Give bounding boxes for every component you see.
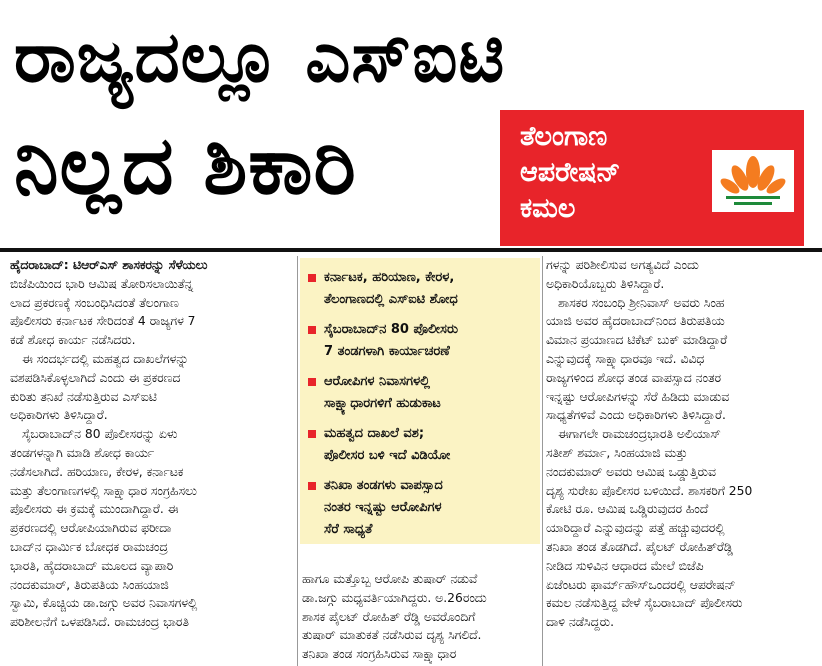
article-line: ಏಜೆಂಟರು ಫಾರ್ಮ್‌ಹೌಸ್‌ಒಂದರಲ್ಲಿ ಆಪರೇಷನ್: [546, 577, 736, 592]
article-line: ವಶಪಡಿಸಿಕೊಳ್ಳಲಾಗಿದೆ ಎಂದು ಈ ಪ್ರಕರಣದ: [10, 370, 181, 385]
article-line: ಈಗಾಗಲೇ ರಾಮಚಂದ್ರಭಾರತಿ ಅಲಿಯಾಸ್: [558, 427, 721, 442]
tag-line-3: ಕಮಲ: [520, 193, 576, 224]
article-column-2-continued: [302, 570, 538, 664]
article-line: ಅಧಿಕಾರಿಗಳು ತಿಳಿಸಿದ್ದಾರೆ.: [10, 408, 108, 423]
article-line: ಭಾರತಿ, ಹೈದರಾಬಾದ್ ಮೂಲದ ವ್ಯಾಪಾರಿ: [10, 558, 174, 573]
bullet-square-icon: [308, 378, 316, 386]
article-line: ಯಾಜಿ ಅವರ ಹೈದರಾಬಾದ್‌ನಿಂದ ತಿರುಪತಿಯ: [546, 314, 725, 329]
article-line: ಕೋಟಿ ರೂ. ಆಮಿಷ ಒಡ್ಡಿರುವುದರ ಹಿಂದೆ: [546, 502, 709, 517]
article-line: ಗಳನ್ನು ಪರಿಶೀಲಿಸುವ ಅಗತ್ಯವಿದೆ ಎಂದು: [546, 258, 699, 272]
tag-line-2: ಆಪರೇಷನ್: [520, 157, 621, 188]
article-line: ತುಷಾರ್ ಮಾತುಕತೆ ನಡೆಸಿರುವ ದೃಶ್ಯ ಸಿಗಲಿದೆ.: [302, 628, 482, 643]
article-line: ತನಿಖಾ ತಂಡ ಸಂಗ್ರಹಿಸಿರುವ ಸಾಕ್ಷ್ಯಾಧಾರ: [302, 647, 457, 662]
article-line: ಮತ್ತು ತೆಲಂಗಾಣಗಳಲ್ಲಿ ಸಾಕ್ಷ್ಯಾಧಾರ ಸಂಗ್ರಹಿಸಲು: [10, 483, 197, 498]
column-divider: [542, 256, 543, 666]
article-line: ಶಾಸಕ ಪೈಲಟ್ ರೋಹಿತ್ ರೆಡ್ಡಿ ಅವರೊಂದಿಗೆ: [302, 609, 476, 624]
article-column-3: [546, 256, 812, 632]
bullet-square-icon: [308, 430, 316, 438]
article-line: ವಿಮಾನ ಪ್ರಯಾಣದ ಟಿಕೆಟ್ ಬುಕ್ ಮಾಡಿದ್ದಾರೆ: [546, 333, 728, 348]
article-line: ಸೈಬರಾಬಾದ್‌ನ 80 ಪೊಲೀಸರನ್ನು ಏಳು: [22, 427, 178, 442]
article-column-1: [10, 256, 294, 632]
article-line: ಹಾಗೂ ಮತ್ತೊಬ್ಬ ಆರೋಪಿ ತುಷಾರ್ ನಡುವೆ: [302, 572, 478, 586]
headline-divider: [0, 248, 822, 252]
lotus-icon: [712, 150, 794, 212]
article-line: ದೃಶ್ಯ ಸುರೇಖ ಪೊಲೀಸರ ಬಳಿಯಿದೆ. ಶಾಸಕರಿಗೆ 250: [546, 483, 753, 498]
bullet-square-icon: [308, 326, 316, 334]
article-line: ಶಾಸಕರ ಸಂಬಂಧಿ ಶ್ರೀನಿವಾಸ್ ಅವರು ಸಿಂಹ: [558, 295, 725, 310]
article-line: ಪ್ರಕರಣದಲ್ಲಿ ಆರೋಪಿಯಾಗಿರುವ ಫರೀದಾ: [10, 521, 172, 536]
article-line: ನಂದಕುಮಾರ್, ತಿರುಪತಿಯ ಸಿಂಹಯಾಜಿ: [10, 577, 169, 592]
article-line: ಸ್ವಾಮಿ, ಕೊಚ್ಚಿಯ ಡಾ.ಜಗ್ಗು ಅವರ ನಿವಾಸಗಳಲ್ಲಿ: [10, 596, 198, 611]
article-line: ರಾಜ್ಯಗಳಿಂದ ಶೋಧ ತಂಡ ವಾಪಸ್ಸಾದ ನಂತರ: [546, 370, 721, 385]
tag-box: [500, 110, 804, 246]
article-line: ಯಾರಿದ್ದಾರೆ ಎನ್ನುವುದನ್ನು ಪತ್ತೆ ಹಚ್ಚುವುದರಲ್ಲಿ: [546, 521, 725, 536]
headline-line-2: ನಿಲ್ಲದ ಶಿಕಾರಿ: [14, 119, 357, 212]
article-line: ನಂದಕುಮಾರ್ ಅವರು ಆಮಿಷ ಒಡ್ಡುತ್ತಿರುವ: [546, 464, 716, 479]
bullet-square-icon: [308, 274, 316, 282]
article-line: ನೀಡಿದ ಸುಳಿವಿನ ಆಧಾರದ ಮೇಲೆ ಬಿಜೆಪಿ: [546, 558, 704, 573]
article-line: ಅಧಿಕಾರಿಯೊಬ್ಬರು ತಿಳಿಸಿದ್ದಾರೆ.: [546, 276, 665, 291]
article-line: ದಾಳಿ ನಡೆಸಿದ್ದರು.: [546, 615, 614, 630]
article-line: ಇನ್ನಷ್ಟು ಆರೋಪಿಗಳನ್ನು ಸೆರೆ ಹಿಡಿದು ಮಾಡುವ: [546, 389, 730, 404]
dateline: ಹೈದರಾಬಾದ್: ಟಿಆರ್‌ಎಸ್ ಶಾಸಕರನ್ನು ಸೆಳೆಯಲು: [10, 258, 208, 272]
article-line: ಈ ಸಂದರ್ಭದಲ್ಲಿ ಮಹತ್ವದ ದಾಖಲೆಗಳನ್ನು: [22, 351, 189, 366]
article-line: ಬಾದ್‌ನ ಧಾರ್ಮಿಕ ಬೋಧಕ ರಾಮಚಂದ್ರ: [10, 539, 168, 554]
bullet-square-icon: [308, 482, 316, 490]
article-line: [10, 256, 294, 275]
headline-line-1: ರಾಜ್ಯದಲ್ಲೂ ಎಸ್‌ಐಟಿ: [14, 16, 506, 98]
article-line: ಡಾ.ಜಗ್ಗು ಮಧ್ಯವರ್ತಿಯಾಗಿದ್ದರು. ಅ.26ರಂದು: [302, 590, 487, 605]
article-line: ಪರಿಶೀಲನೆಗೆ ಒಳಪಡಿಸಿದೆ. ರಾಮಚಂದ್ರ ಭಾರತಿ: [10, 615, 189, 630]
article-line: ಕಮಲ ನಡೆಸುತ್ತಿದ್ದ ವೇಳೆ ಸೈಬರಾಬಾದ್ ಪೊಲೀಸರು: [546, 596, 743, 611]
article-line: ಪೊಲೀಸರು ಈ ಕ್ರಮಕ್ಕೆ ಮುಂದಾಗಿದ್ದಾರೆ. ಈ: [10, 502, 179, 517]
article-line: ಲಾದ ಪ್ರಕರಣಕ್ಕೆ ಸಂಬಂಧಿಸಿದಂತೆ ತೆಲಂಗಾಣ: [10, 295, 179, 310]
article-line: ಕುರಿತು ತನಿಖೆ ನಡೆಸುತ್ತಿರುವ ಎಸ್‌ಐಟಿ: [10, 389, 157, 404]
article-line: ಕಡೆ ಶೋಧ ಕಾರ್ಯ ನಡೆಸಿದರು.: [10, 333, 136, 348]
article-line: ಸತೀಶ್ ಶರ್ಮಾ, ಸಿಂಹಯಾಜಿ ಮತ್ತು: [546, 445, 688, 460]
article-line: ಎನ್ನುವುದಕ್ಕೆ ಸಾಕ್ಷ್ಯಾಧಾರವೂ ಇದೆ. ವಿವಿಧ: [546, 351, 705, 366]
article-line: ಬಿಜೆಪಿಯಿಂದ ಭಾರಿ ಆಮಿಷ ತೋರಿಸಲಾಯಿತೆನ್ನ: [10, 276, 194, 291]
tag-line-1: ತೆಲಂಗಾಣ: [520, 121, 608, 152]
article-line: ನಡೆಸಲಾಗಿದೆ. ಹರಿಯಾಣ, ಕೇರಳ, ಕರ್ನಾಟಕ: [10, 464, 184, 479]
article-line: ತನಿಖಾ ತಂಡ ತೊಡಗಿದೆ. ಪೈಲಟ್ ರೋಹಿತ್‌ರೆಡ್ಡಿ: [546, 539, 733, 554]
article-line: ಸಾಧ್ಯತೆಗಳಿವೆ ಎಂದು ಅಧಿಕಾರಿಗಳು ತಿಳಿಸಿದ್ದಾರೆ.: [546, 408, 726, 423]
article-line: ತಂಡಗಳನ್ನಾಗಿ ಮಾಡಿ ಶೋಧ ಕಾರ್ಯ: [10, 445, 155, 460]
highlights-box: ಕರ್ನಾಟಕ, ಹರಿಯಾಣ, ಕೇರಳ, ತೆಲಂಗಾಣದಲ್ಲಿ ಎಸ್‌ಐಟಿ ಶೋಧ ಸೈಬರಾಬಾದ್‌ನ 80 ಪೊಲೀಸರು 7 ತಂಡಗಳಾಗಿ ಕಾರ್ಯಾಚರಣೆ ಆರೋಪಿಗಳ ನಿವಾಸಗಳಲ್ಲಿ ಸಾಕ್ಷ್ಯಾಧಾರಗಳಿಗೆ ಹುಡುಕಾಟ ಮಹತ್ವದ ದಾಖಲೆ ವಶ; ಪೊಲೀಸರ ಬಳಿ ಇದೆ ವಿಡಿಯೋ ತನಿಖಾ ತಂಡಗಳು ವಾಪಸ್ಸಾದ ನಂತರ ಇನ್ನಷ್ಟು ಆರೋಪಿಗಳ ಸೆರೆ ಸಾಧ್ಯತೆ: [300, 258, 540, 544]
article-line: ಪೊಲೀಸರು ಕರ್ನಾಟಕ ಸೇರಿದಂತೆ 4 ರಾಜ್ಯಗಳ 7: [10, 314, 196, 329]
column-divider: [297, 256, 298, 666]
